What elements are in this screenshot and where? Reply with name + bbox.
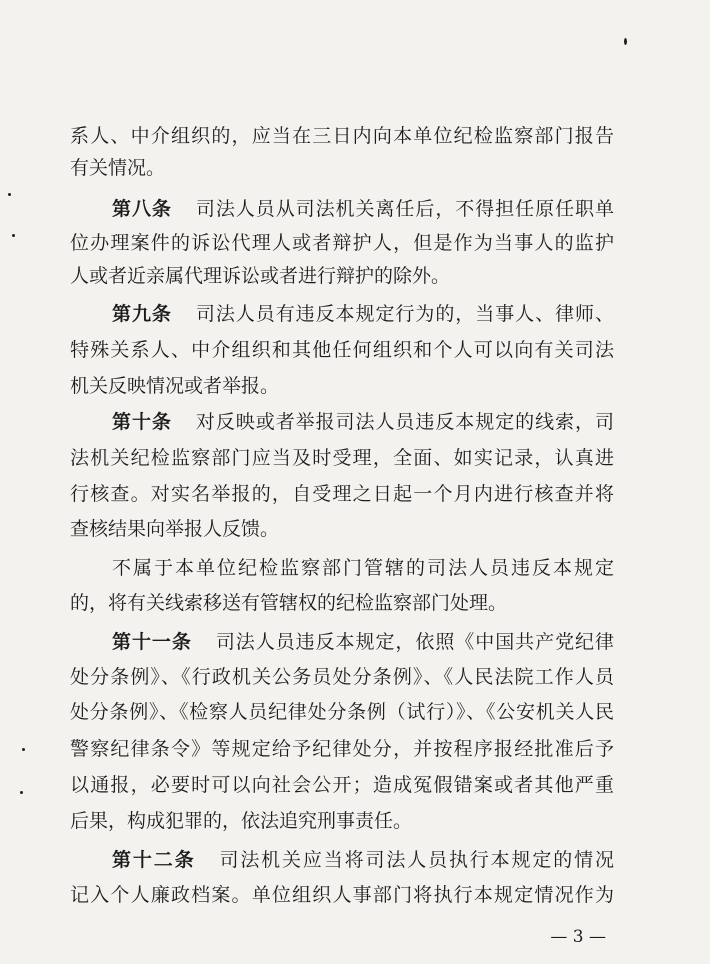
text-line: 以通报，必要时可以向社会公开；造成冤假错案或者其他严重 (70, 774, 614, 796)
scan-speck (22, 748, 25, 751)
text-line: 处分条例》、《行政机关公务员处分条例》、《人民法院工作人员 (70, 666, 614, 688)
text-line: 查核结果向举报人反馈。 (70, 518, 280, 540)
article-text: 司法机关应当将司法人员执行本规定的情况 (219, 849, 614, 871)
text-line: 处分条例》、《检察人员纪律处分条例（试行）》、《公安机关人民 (70, 701, 614, 723)
article-text: 司法人员从司法机关离任后，不得担任原任职单 (195, 198, 614, 220)
text-line: 法机关纪检监察部门应当及时受理，全面、如实记录，认真进 (70, 447, 614, 469)
text-line: 特殊关系人、中介组织和其他任何组织和个人可以向有关司法 (70, 339, 614, 361)
text-line: 后果，构成犯罪的，依法追究刑事责任。 (70, 810, 413, 832)
article-text: 对反映或者举报司法人员违反本规定的线索，司 (195, 411, 614, 433)
text-line: 警察纪律条令》等规定给予纪律处分，并按程序报经批准后予 (70, 738, 614, 760)
scan-speck (20, 791, 23, 794)
scan-speck (12, 234, 15, 237)
scan-speck (624, 38, 627, 45)
text-line: 有关情况。 (70, 157, 166, 179)
text-line: 人或者近亲属代理诉讼或者进行辩护的除外。 (70, 265, 451, 287)
article-12-line (112, 848, 614, 872)
text-line: 记入个人廉政档案。单位组织人事部门将执行本规定情况作为 (70, 884, 614, 906)
article-11-line (112, 630, 614, 654)
paragraph-line: 不属于本单位纪检监察部门管辖的司法人员违反本规定 (112, 557, 614, 579)
article-10-line (112, 410, 614, 434)
text-line: 位办理案件的诉讼代理人或者辩护人，但是作为当事人的监护 (70, 232, 614, 254)
text-line: 的，将有关线索移送有管辖权的纪检监察部门处理。 (70, 592, 508, 614)
page-number: — 3 — (550, 927, 606, 947)
article-8-line (112, 197, 614, 221)
article-heading: 第十条 (112, 411, 172, 433)
article-text: 司法人员违反本规定，依照《中国共产党纪律 (215, 631, 614, 653)
article-text: 司法人员有违反本规定行为的，当事人、律师、 (195, 303, 614, 325)
text-line: 行核查。对实名举报的，自受理之日起一个月内进行核查并将 (70, 483, 614, 505)
article-heading: 第十二条 (112, 849, 196, 871)
text-line: 机关反映情况或者举报。 (70, 375, 280, 397)
article-heading: 第八条 (112, 198, 172, 220)
text-line: 系人、中介组织的，应当在三日内向本单位纪检监察部门报告 (70, 125, 614, 147)
article-heading: 第九条 (112, 303, 172, 325)
article-9-line (112, 302, 614, 326)
article-heading: 第十一条 (112, 631, 192, 653)
scan-speck (8, 193, 11, 196)
